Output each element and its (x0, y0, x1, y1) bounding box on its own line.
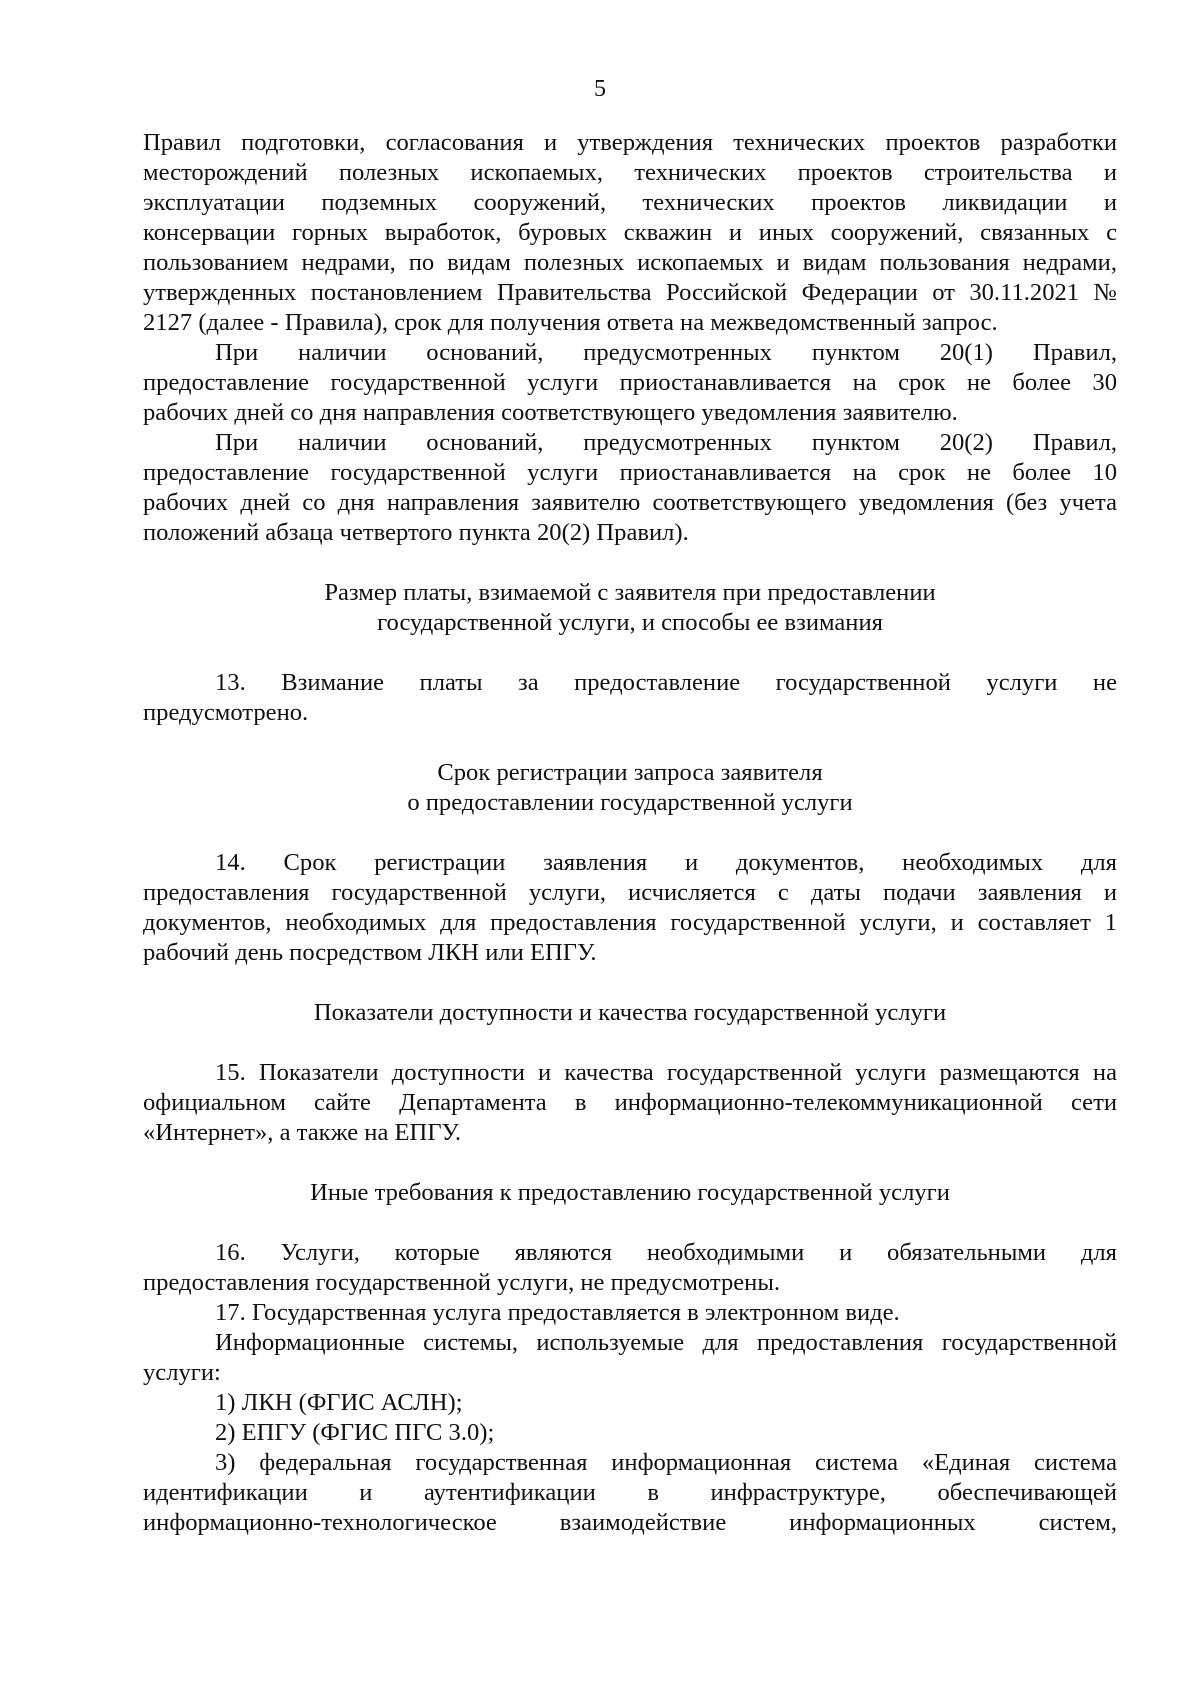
text-line: услуги: (143, 1359, 221, 1386)
text-line: предоставление государственной услуги приостанавливается на срок не более 10 (143, 459, 1117, 486)
text-line: 14. Срок регистрации заявления и документов, необходимых для (215, 849, 1117, 876)
text-line: консервации горных выработок, буровых скважин и иных сооружений, связанных с (143, 219, 1117, 246)
text-line: информационно-технологическое взаимодействие информационных систем, (143, 1509, 1117, 1536)
heading-line: Размер платы, взимаемой с заявителя при предоставлении (324, 579, 936, 606)
item-13 (143, 668, 1117, 728)
text-line: «Интернет», а также на ЕПГУ. (143, 1119, 462, 1146)
text-line: предоставления государственной услуги, исчисляется с даты подачи заявления и (143, 879, 1117, 906)
document-body (143, 128, 1117, 1538)
text-line: рабочих дней со дня направления заявителю соответствующего уведомления (без учета (143, 489, 1117, 516)
continuation-paragraph (143, 128, 1117, 338)
text-line: 2127 (далее - Правила), срок для получения ответа на межведомственный запрос. (143, 309, 998, 336)
paragraph-suspension-10 (143, 428, 1117, 548)
text-line: идентификации и аутентификации в инфраструктуре, обеспечивающей (143, 1479, 1117, 1506)
text-line: При наличии оснований, предусмотренных пунктом 20(1) Правил, (215, 339, 1117, 366)
heading-line: Срок регистрации запроса заявителя (437, 759, 823, 786)
heading-line: о предоставлении государственной услуги (407, 789, 853, 816)
text-line: 17. Государственная услуга предоставляется в электронном виде. (215, 1299, 900, 1326)
text-line: 3) федеральная государственная информационная система «Единая система (215, 1449, 1117, 1476)
section-heading-fee (143, 578, 1117, 638)
text-line: пользованием недрами, по видам полезных ископаемых и видам пользования недрами, (143, 249, 1117, 276)
text-line: эксплуатации подземных сооружений, технических проектов ликвидации и (143, 189, 1117, 216)
heading-line: Показатели доступности и качества государственной услуги (313, 999, 947, 1026)
text-line: Правил подготовки, согласования и утверждения технических проектов разработки (143, 129, 1117, 156)
info-systems-paragraph (143, 1328, 1117, 1388)
text-line: При наличии оснований, предусмотренных пунктом 20(2) Правил, (215, 429, 1117, 456)
page-number: 5 (594, 76, 606, 102)
section-heading-indicators (143, 998, 1117, 1028)
paragraph-suspension-30 (143, 338, 1117, 428)
item-15 (143, 1058, 1117, 1148)
text-line: предоставление государственной услуги приостанавливается на срок не более 30 (143, 369, 1117, 396)
list-item-2 (143, 1418, 1117, 1448)
text-line: 2) ЕПГУ (ФГИС ПГС 3.0); (215, 1419, 495, 1446)
text-line: 1) ЛКН (ФГИС АСЛН); (215, 1389, 463, 1416)
text-line: предусмотрено. (143, 699, 309, 726)
list-item-1 (143, 1388, 1117, 1418)
item-17 (143, 1298, 1117, 1328)
text-line: рабочий день посредством ЛКН или ЕПГУ. (143, 939, 597, 966)
section-heading-other (143, 1178, 1117, 1208)
section-heading-registration (143, 758, 1117, 818)
heading-line: государственной услуги, и способы ее взимания (377, 609, 883, 636)
text-line: предоставления государственной услуги, не предусмотрены. (143, 1269, 780, 1296)
text-line: рабочих дней со дня направления соответствующего уведомления заявителю. (143, 399, 958, 426)
item-16 (143, 1238, 1117, 1298)
text-line: положений абзаца четвертого пункта 20(2) Правил). (143, 519, 689, 546)
heading-line: Иные требования к предоставлению государственной услуги (310, 1179, 950, 1206)
text-line: 13. Взимание платы за предоставление государственной услуги не (215, 669, 1117, 696)
text-line: утвержденных постановлением Правительства Российской Федерации от 30.11.2021 № (143, 279, 1117, 306)
text-line: документов, необходимых для предоставления государственной услуги, и составляет 1 (143, 909, 1117, 936)
item-14 (143, 848, 1117, 968)
text-line: 16. Услуги, которые являются необходимыми и обязательными для (215, 1239, 1117, 1266)
list-item-3 (143, 1448, 1117, 1538)
text-line: 15. Показатели доступности и качества государственной услуги размещаются на (215, 1059, 1117, 1086)
text-line: месторождений полезных ископаемых, технических проектов строительства и (143, 159, 1117, 186)
text-line: Информационные системы, используемые для предоставления государственной (215, 1329, 1117, 1356)
text-line: официальном сайте Департамента в информационно-телекоммуникационной сети (143, 1089, 1117, 1116)
